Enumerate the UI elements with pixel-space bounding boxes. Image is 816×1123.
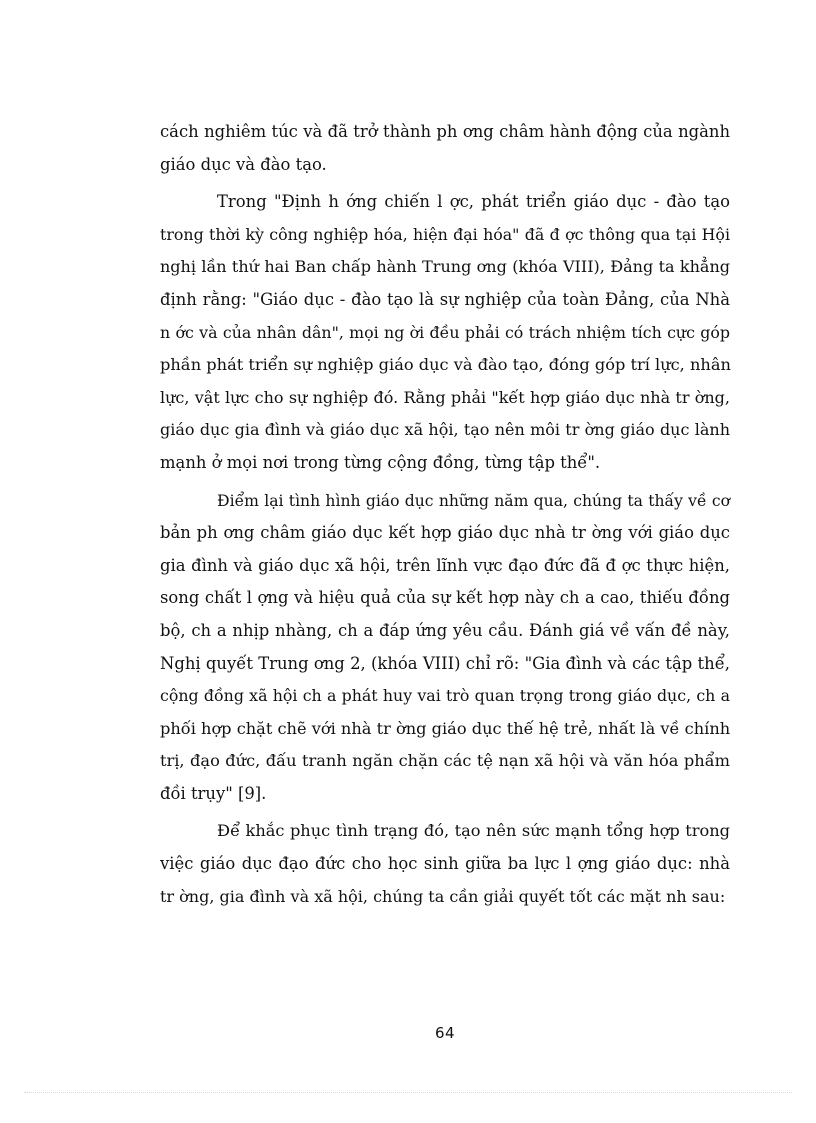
text-line: phối hợp chặt chẽ với nhà tr ờng giáo dục thế hệ trẻ, nhất là về chính — [160, 718, 731, 738]
body-text — [160, 116, 730, 913]
text-line: định rằng: "Giáo dục - đào tạo là sự nghiệp của toàn Đảng, của Nhà — [160, 289, 730, 309]
text-line: nghị lần thứ hai Ban chấp hành Trung ơng (khóa VIII), Đảng ta khẳng — [160, 257, 730, 277]
text-line: giáo dục và đào tạo. — [160, 154, 327, 174]
text-line: bản ph ơng châm giáo dục kết hợp giáo dục nhà tr ờng với giáo dục — [160, 523, 730, 543]
text-line: trị, đạo đức, đấu tranh ngăn chặn các tệ nạn xã hội và văn hóa phẩm — [160, 751, 730, 771]
text-line: trong thời kỳ công nghiệp hóa, hiện đại hóa" đã đ ợc thông qua tại Hội — [160, 224, 730, 244]
text-line: cách nghiêm túc và đã trở thành ph ơng châm hành động của ngành — [160, 122, 730, 141]
text-line: Điểm lại tình hình giáo dục những năm qua, chúng ta thấy về cơ — [217, 491, 730, 510]
text-line: việc giáo dục đạo đức cho học sinh giữa ba lực l ợng giáo dục: nhà — [160, 854, 730, 874]
text-line: lực, vật lực cho sự nghiệp đó. Rằng phải "kết hợp giáo dục nhà tr ờng, — [160, 387, 730, 407]
text-line: giáo dục gia đình và giáo dục xã hội, tạo nên môi tr ờng giáo dục lành — [160, 420, 730, 440]
text-line: gia đình và giáo dục xã hội, trên lĩnh vực đạo đức đã đ ợc thực hiện, — [160, 555, 730, 575]
text-line: phần phát triển sự nghiệp giáo dục và đào tạo, đóng góp trí lực, nhân — [160, 355, 731, 375]
text-line: bộ, ch a nhịp nhàng, ch a đáp ứng yêu cầu. Đánh giá về vấn đề này, — [160, 620, 730, 640]
text-line: tr ờng, gia đình và xã hội, chúng ta cần giải quyết tốt các mặt nh sau: — [160, 886, 726, 906]
text-line: đồi trụy" [9]. — [160, 783, 267, 803]
text-line: Nghị quyết Trung ơng 2, (khóa VIII) chỉ rõ: "Gia đình và các tập thể, — [160, 653, 730, 673]
text-line: Để khắc phục tình trạng đó, tạo nên sức mạnh tổng hợp trong — [217, 821, 730, 841]
text-line: mạnh ở mọi nơi trong từng cộng đồng, từng tập thể". — [160, 452, 601, 472]
paragraph — [160, 485, 730, 811]
page-number: 64 — [434, 1024, 456, 1042]
text-line: n ớc và của nhân dân", mọi ng ời đều phải có trách nhiệm tích cực góp — [160, 322, 730, 342]
text-line: Trong "Định h ớng chiến l ợc, phát triển giáo dục - đào tạo — [217, 192, 730, 212]
text-line: song chất l ợng và hiệu quả của sự kết hợp này ch a cao, thiếu đồng — [160, 588, 730, 608]
footer-divider — [24, 1092, 792, 1093]
paragraph — [160, 815, 730, 913]
text-line: cộng đồng xã hội ch a phát huy vai trò quan trọng trong giáo dục, ch a — [160, 686, 730, 706]
paragraph — [160, 116, 730, 181]
paragraph — [160, 186, 730, 479]
